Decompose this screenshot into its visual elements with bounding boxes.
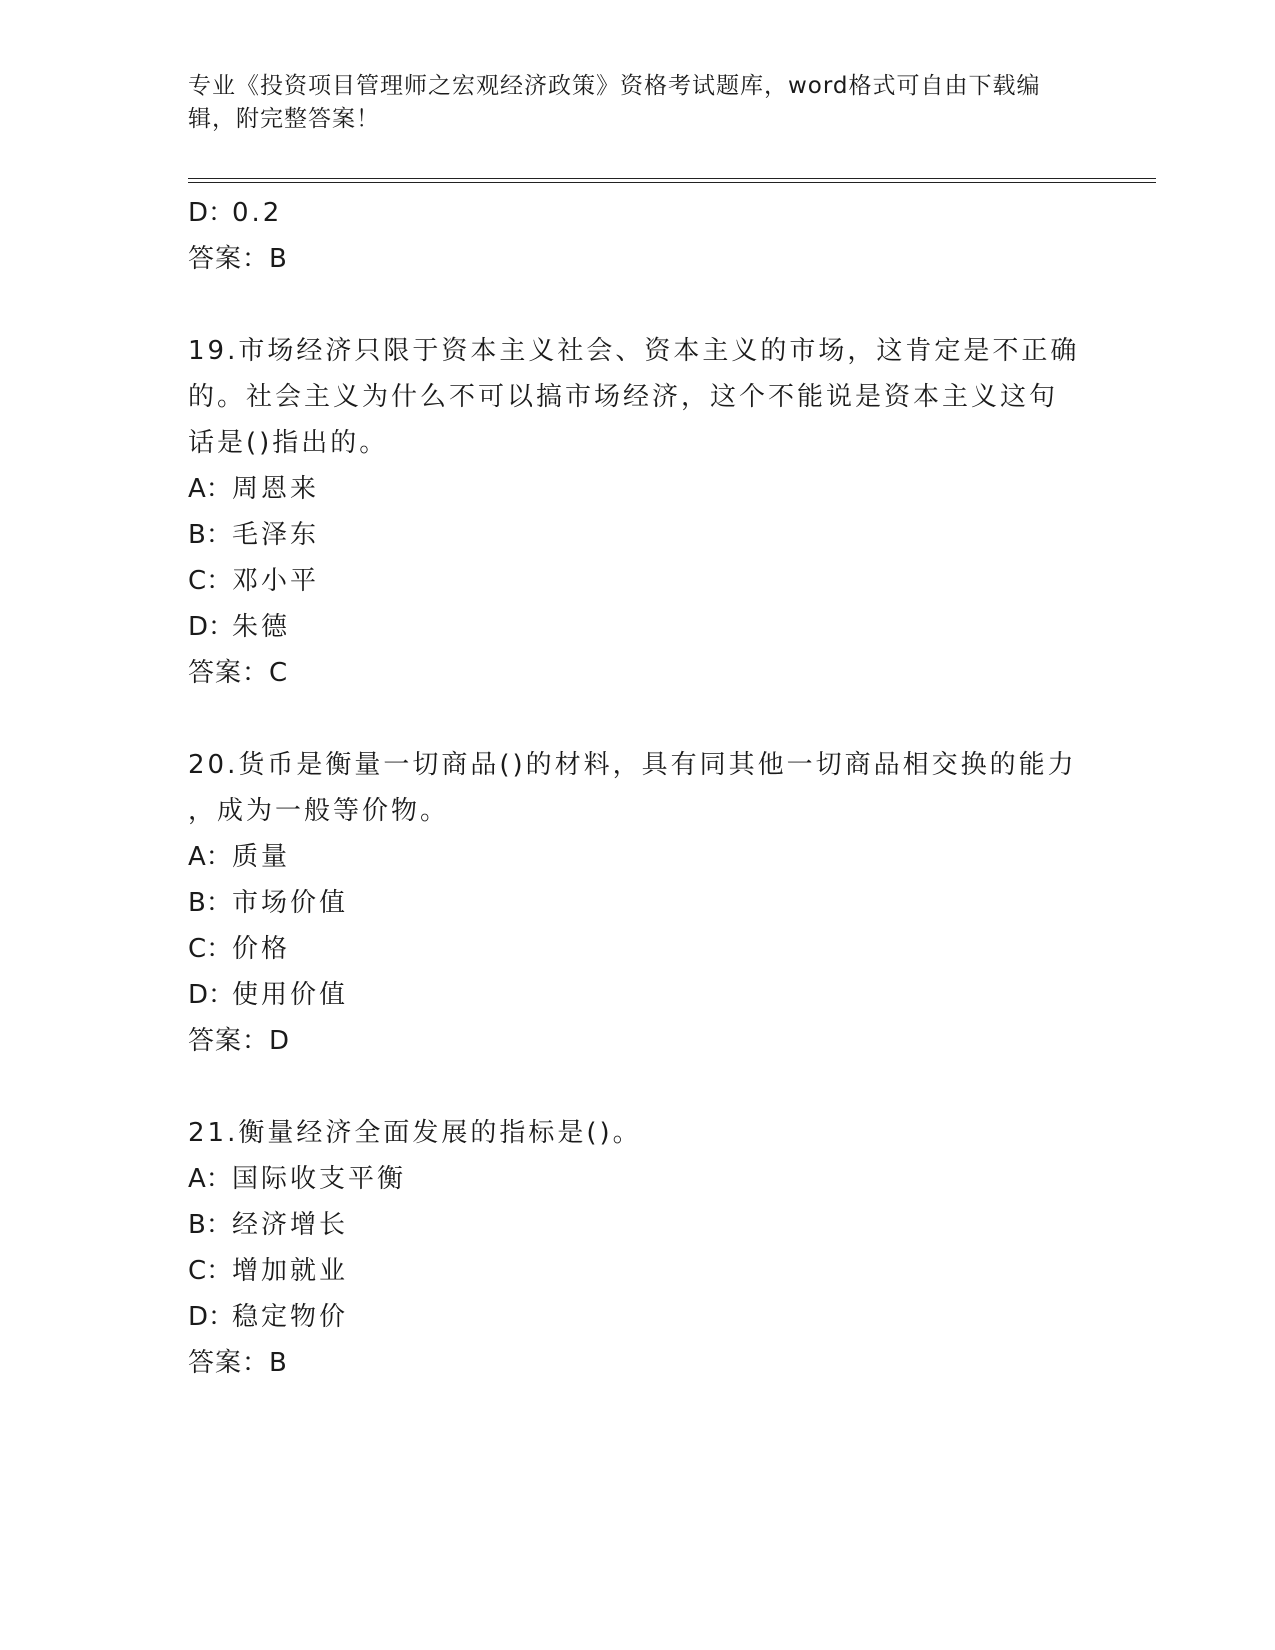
header-divider-top	[188, 178, 1156, 179]
option-text: 0.2	[232, 198, 283, 228]
option-text: 质量	[232, 842, 291, 872]
question-stem-line: ，成为一般等价物。	[188, 796, 450, 826]
question-20	[188, 742, 1088, 1064]
prev-option-d	[188, 190, 1088, 236]
option-b	[188, 880, 1088, 926]
option-key: B：	[188, 1210, 232, 1240]
option-a	[188, 466, 1088, 512]
option-text: 周恩来	[232, 474, 320, 504]
header-line-2: 辑，附完整答案！	[188, 106, 380, 132]
option-key: B：	[188, 520, 232, 550]
document-header	[188, 70, 1088, 136]
option-key: D：	[188, 980, 235, 1010]
spacer	[188, 696, 1088, 742]
option-text: 朱德	[232, 612, 291, 642]
answer-text: 答案：B	[188, 1348, 288, 1378]
option-c	[188, 926, 1088, 972]
option-text: 使用价值	[232, 980, 349, 1010]
option-text: 毛泽东	[232, 520, 320, 550]
option-d	[188, 604, 1088, 650]
answer	[188, 1018, 1088, 1064]
question-stem-line: 19.市场经济只限于资本主义社会、资本主义的市场，这肯定是不正确	[188, 336, 1080, 366]
option-a	[188, 834, 1088, 880]
option-text: 国际收支平衡	[232, 1164, 407, 1194]
option-b	[188, 512, 1088, 558]
option-a	[188, 1156, 1088, 1202]
question-19	[188, 328, 1088, 696]
question-stem-line: 21.衡量经济全面发展的指标是()。	[188, 1118, 642, 1148]
question-21	[188, 1110, 1088, 1386]
option-key: A：	[188, 474, 232, 504]
question-stem-line: 20.货币是衡量一切商品()的材料，具有同其他一切商品相交换的能力	[188, 750, 1077, 780]
option-text: 稳定物价	[232, 1302, 349, 1332]
prev-answer	[188, 236, 1088, 282]
header-line-1: 专业《投资项目管理师之宏观经济政策》资格考试题库，word格式可自由下载编	[188, 73, 1041, 99]
option-key: C：	[188, 566, 233, 596]
option-text: 邓小平	[232, 566, 320, 596]
option-text: 增加就业	[232, 1256, 349, 1286]
option-text: 价格	[232, 934, 291, 964]
spacer	[188, 1064, 1088, 1110]
answer-text: 答案：D	[188, 1026, 291, 1056]
option-key: D：	[188, 1302, 235, 1332]
option-key: C：	[188, 1256, 233, 1286]
option-d	[188, 972, 1088, 1018]
option-text: 市场价值	[232, 888, 349, 918]
option-key: D：	[188, 198, 235, 228]
option-b	[188, 1202, 1088, 1248]
answer	[188, 1340, 1088, 1386]
option-key: B：	[188, 888, 232, 918]
answer-text: 答案：C	[188, 658, 289, 688]
option-key: A：	[188, 842, 232, 872]
option-key: D：	[188, 612, 235, 642]
answer-text: 答案：B	[188, 244, 288, 274]
question-stem-line: 的。社会主义为什么不可以搞市场经济，这个不能说是资本主义这句	[188, 382, 1059, 412]
header-divider-bottom	[188, 182, 1156, 183]
question-stem-line: 话是()指出的。	[188, 428, 389, 458]
option-c	[188, 558, 1088, 604]
option-c	[188, 1248, 1088, 1294]
option-key: C：	[188, 934, 233, 964]
option-key: A：	[188, 1164, 232, 1194]
answer	[188, 650, 1088, 696]
spacer	[188, 282, 1088, 328]
question-list	[188, 190, 1088, 1386]
option-d	[188, 1294, 1088, 1340]
option-text: 经济增长	[232, 1210, 349, 1240]
